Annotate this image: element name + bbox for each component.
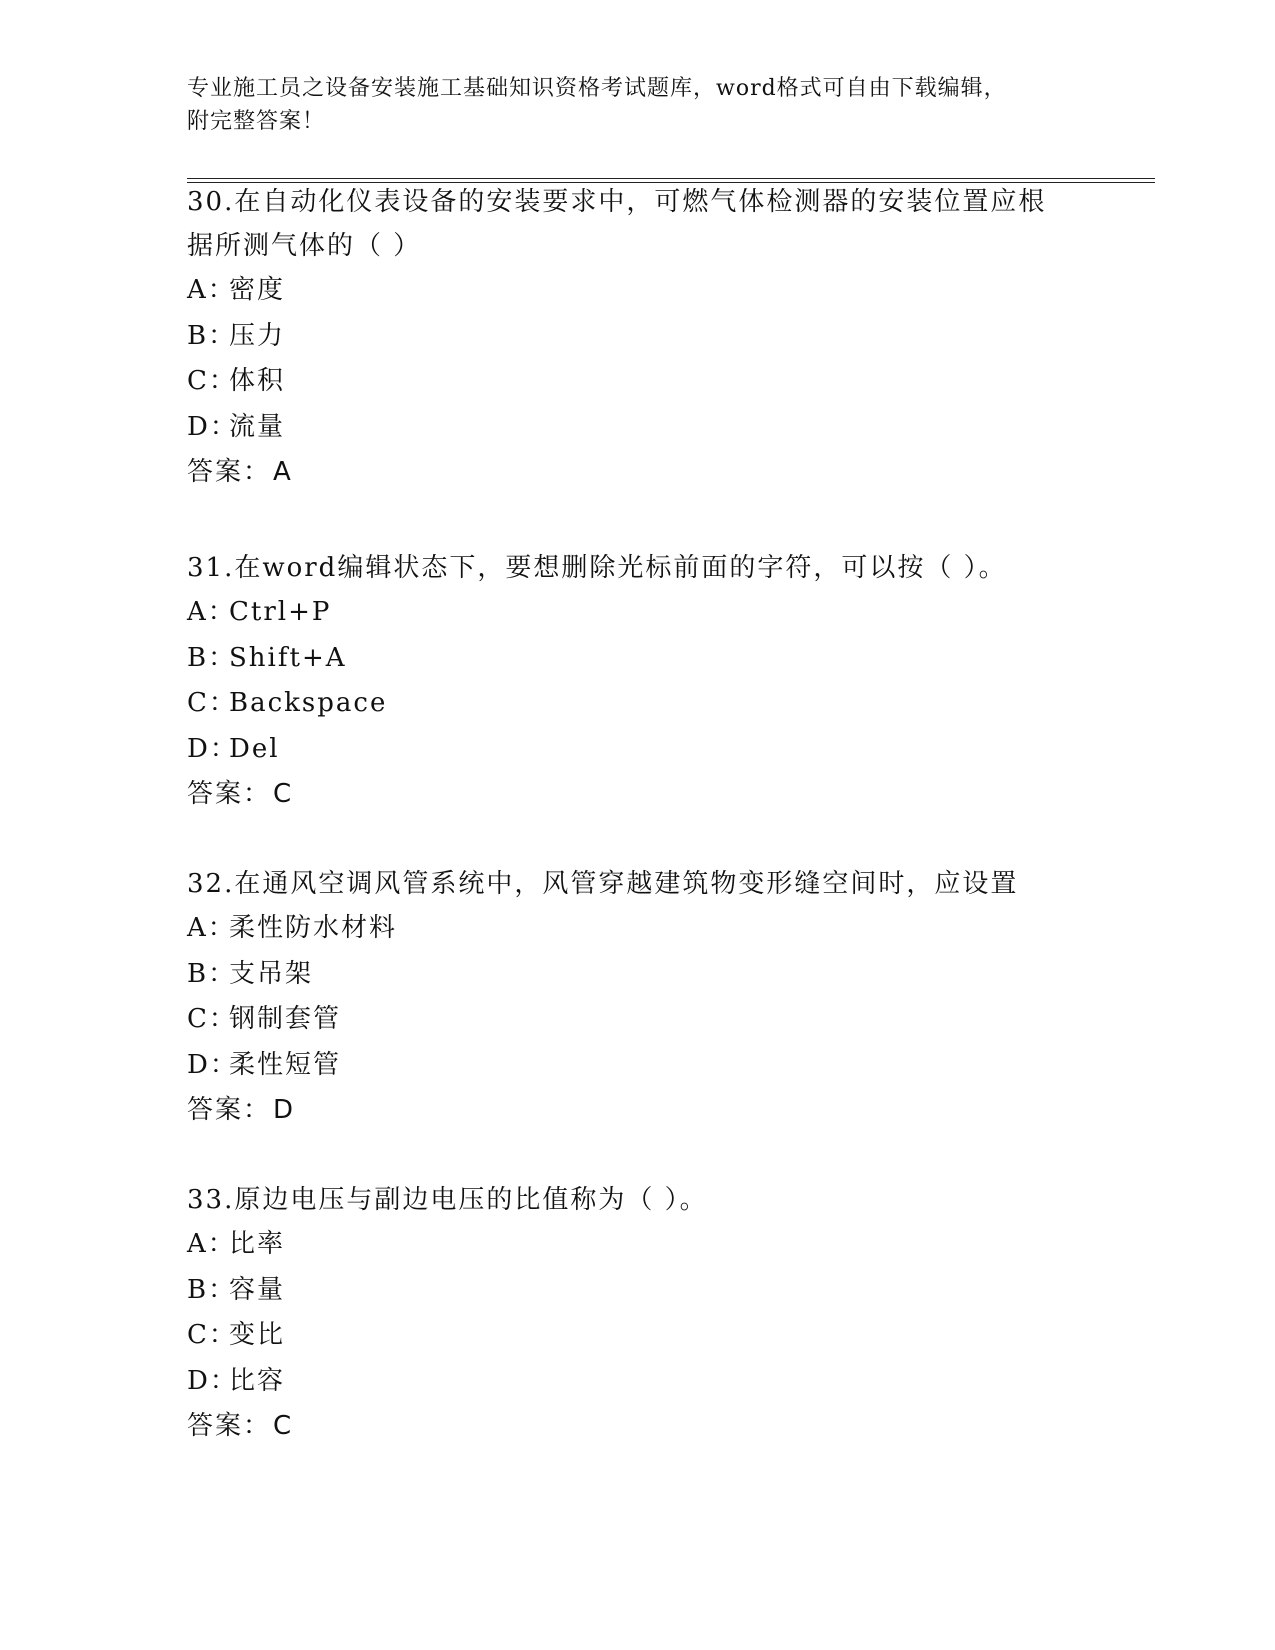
option-text: Backspace xyxy=(229,688,388,718)
option-letter: A： xyxy=(187,1229,236,1259)
option-b xyxy=(187,636,1087,682)
option-text: 密度 xyxy=(229,275,286,305)
document-header xyxy=(187,72,1087,138)
answer-line xyxy=(187,772,1087,816)
answer-value: C xyxy=(273,1411,294,1441)
option-text: Ctrl+P xyxy=(229,597,332,627)
option-letter: B： xyxy=(187,1274,237,1305)
option-text: 压力 xyxy=(229,320,286,351)
option-letter: C： xyxy=(187,1004,237,1034)
option-letter: C： xyxy=(187,366,237,396)
question-stem-line: 据所测气体的（ ） xyxy=(187,231,422,261)
option-a xyxy=(187,590,1087,636)
option-d xyxy=(187,1043,1087,1089)
option-b xyxy=(187,1268,1087,1314)
option-text: 体积 xyxy=(229,366,286,396)
option-text: 柔性防水材料 xyxy=(229,913,398,943)
option-c xyxy=(187,1313,1087,1359)
question-31 xyxy=(187,546,1087,816)
option-a xyxy=(187,906,1087,952)
option-letter: D： xyxy=(187,1365,238,1396)
option-letter: B： xyxy=(187,642,237,673)
option-text: 容量 xyxy=(229,1274,286,1305)
option-letter: D： xyxy=(187,1049,238,1080)
option-letter: D： xyxy=(187,411,238,442)
option-c xyxy=(187,681,1087,727)
option-text: 比容 xyxy=(229,1365,286,1396)
question-stem-line: 32.在通风空调风管系统中，风管穿越建筑物变形缝空间时，应设置 xyxy=(187,869,1019,899)
question-stem-line: 33.原边电压与副边电压的比值称为（ ）。 xyxy=(187,1185,708,1215)
option-text: 柔性短管 xyxy=(229,1049,342,1080)
question-stem-line: 31.在word编辑状态下，要想删除光标前面的字符，可以按（ ）。 xyxy=(187,553,1007,583)
header-line-1: 专业施工员之设备安装施工基础知识资格考试题库，word格式可自由下载编辑， xyxy=(187,76,1007,101)
option-text: Shift+A xyxy=(229,642,347,673)
option-a xyxy=(187,1222,1087,1268)
option-letter: A： xyxy=(187,913,236,943)
option-text: 流量 xyxy=(229,411,286,442)
option-b xyxy=(187,314,1087,360)
question-33 xyxy=(187,1178,1087,1448)
option-letter: C： xyxy=(187,688,237,718)
header-line-2: 附完整答案！ xyxy=(187,109,326,134)
option-text: 比率 xyxy=(229,1229,286,1259)
option-text: 钢制套管 xyxy=(229,1004,342,1034)
option-d xyxy=(187,727,1087,773)
option-text: 支吊架 xyxy=(229,958,314,989)
option-letter: C： xyxy=(187,1320,237,1350)
answer-label: 答案： xyxy=(187,779,272,809)
option-letter: A： xyxy=(187,275,236,305)
question-32 xyxy=(187,862,1087,1132)
answer-label: 答案： xyxy=(187,457,272,487)
answer-line xyxy=(187,1088,1087,1132)
answer-line xyxy=(187,1404,1087,1448)
option-letter: A： xyxy=(187,597,236,627)
option-d xyxy=(187,405,1087,451)
option-letter: B： xyxy=(187,320,237,351)
option-d xyxy=(187,1359,1087,1405)
answer-value: D xyxy=(273,1095,296,1125)
answer-value: C xyxy=(273,779,294,809)
question-stem-line: 30.在自动化仪表设备的安装要求中，可燃气体检测器的安装位置应根 xyxy=(187,187,1047,217)
question-30 xyxy=(187,180,1087,494)
option-b xyxy=(187,952,1087,998)
option-text: Del xyxy=(229,733,280,764)
answer-value: A xyxy=(273,457,293,487)
answer-label: 答案： xyxy=(187,1411,272,1441)
answer-label: 答案： xyxy=(187,1095,272,1125)
divider-line-top xyxy=(187,178,1155,179)
option-text: 变比 xyxy=(229,1320,286,1350)
option-letter: B： xyxy=(187,958,237,989)
answer-line xyxy=(187,450,1087,494)
option-letter: D： xyxy=(187,733,238,764)
option-c xyxy=(187,359,1087,405)
option-c xyxy=(187,997,1087,1043)
option-a xyxy=(187,268,1087,314)
